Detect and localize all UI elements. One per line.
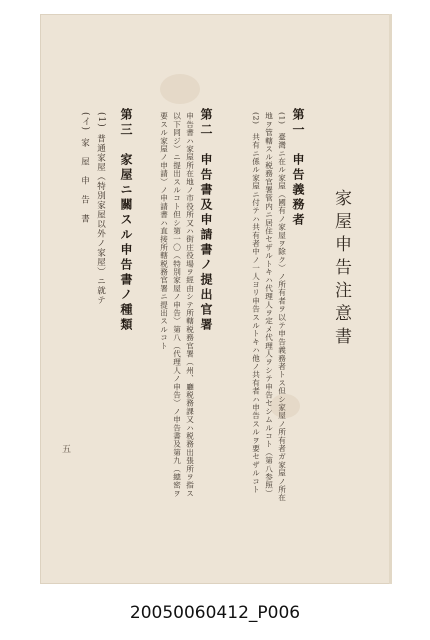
section-1-paragraph-2: 地ヲ管轄スル税務官署管内ニ居住セザルトキハ代理人ヲ定メ代理人ヲシテ申告セシムルコト（第八参照） (264, 112, 274, 498)
item-text-2: 家 屋 申 告 書 (79, 138, 90, 224)
item-text-1: 普通家屋（特別家屋以外ノ家屋）ニ就テ (95, 134, 106, 305)
section-1-paragraph-1: (1) 臺灣ニ在ル家屋（國有ノ家屋ヲ除ク）ノ所有者ヲ以テ申告義務者トス但シ家屋ノ所有者ガ家屋ノ所在 (277, 112, 287, 502)
image-caption: 20050060412_P006 (129, 603, 301, 623)
item-marker-2: (イ) (80, 112, 90, 132)
section-heading-3: 第三 家屋ニ關スル申告書ノ種類 (119, 108, 133, 333)
document-page (40, 14, 392, 584)
section-heading-1: 第一 申告義務者 (291, 108, 305, 228)
section-2-paragraph-2: 以下同ジ）ニ提出スルコト但シ第一〇（特別家屋ノ申告）第八（代理人ノ申告）ノ申告書及第九（總密ヲ (172, 112, 182, 498)
section-1-paragraph-3: (2) 共有ニ係ル家屋ニ付テハ共有者中ノ一人ヨリ申告スルトキハ他ノ共有者ハ申告スルヲ要セザルコト (251, 112, 261, 494)
document-title: 家屋申告注意書 (331, 189, 351, 350)
section-2-paragraph-3: 要スル家屋ノ申請）ノ申請書ハ直接所轄税務官署ニ提出スルコト (159, 112, 169, 350)
item-marker-1: (1) (96, 112, 106, 128)
paper-stain (160, 74, 200, 104)
page-edge (389, 14, 392, 584)
page-number: 五 (60, 444, 70, 453)
section-heading-2: 第二 申告書及申請書ノ提出官署 (199, 108, 213, 333)
section-2-paragraph-1: 申告書ハ家屋所在地ノ市役所又ハ街庄役場ヲ經由シテ所轄税務官署（州、廳税務課又ハ税務出張所ヲ指ス (185, 112, 195, 498)
